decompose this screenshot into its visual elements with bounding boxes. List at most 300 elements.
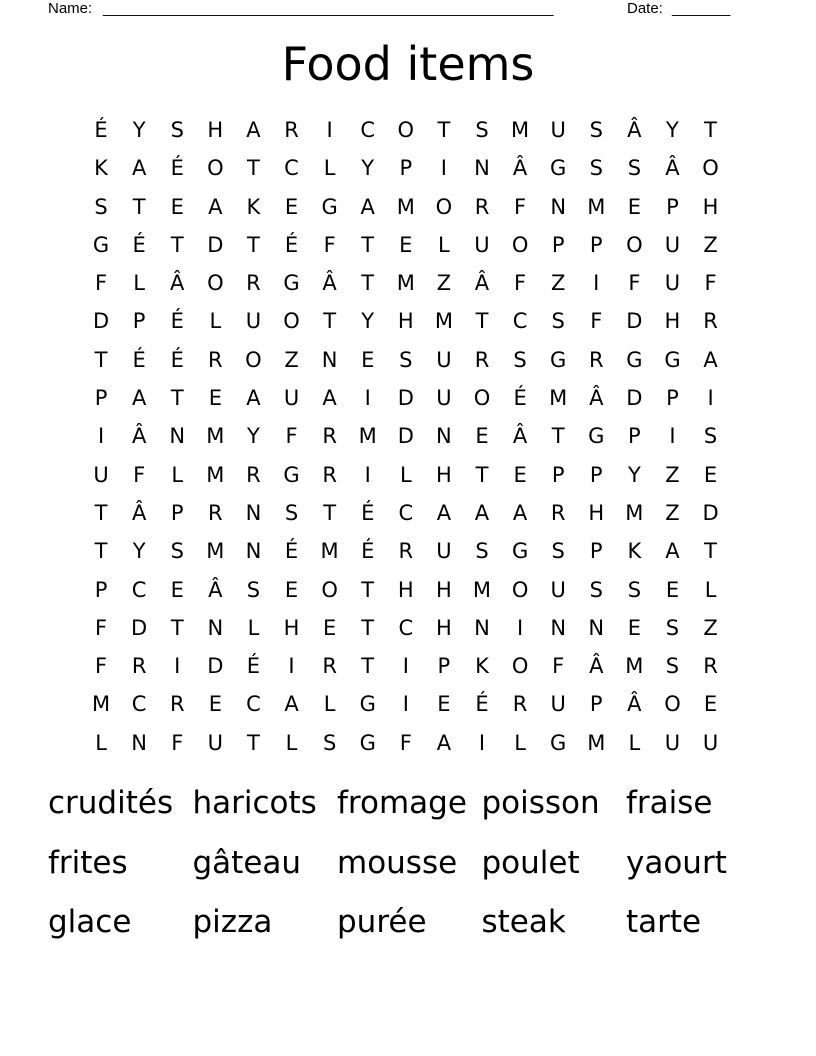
grid-letter: T	[437, 118, 451, 142]
grid-letter: T	[475, 309, 489, 334]
grid-letter: S	[170, 539, 184, 564]
grid-letter: O	[207, 271, 224, 296]
grid-letter: T	[361, 615, 375, 640]
grid-letter: Y	[132, 118, 146, 142]
grid-letter: C	[131, 577, 147, 602]
grid-letter: L	[95, 730, 107, 755]
grid-letter: T	[361, 577, 375, 602]
grid-letter: P	[170, 500, 184, 525]
grid-letter: E	[170, 577, 184, 602]
grid-letter: Â	[208, 577, 223, 602]
grid-letter: F	[552, 654, 565, 679]
grid-letter: T	[170, 386, 184, 411]
grid-letter: S	[246, 577, 261, 602]
grid-letter: Z	[665, 462, 680, 487]
grid-letter: A	[474, 500, 490, 525]
name-label: Name:	[48, 0, 93, 17]
grid-letter: O	[283, 309, 300, 334]
date-label: Date:	[627, 0, 663, 17]
grid-letter: A	[436, 730, 452, 755]
grid-letter: N	[245, 539, 262, 564]
word-list-item: poulet	[481, 844, 580, 881]
grid-letter: É	[170, 156, 184, 181]
grid-letter: G	[283, 462, 300, 487]
grid-letter: Y	[666, 118, 679, 142]
grid-letter: E	[627, 615, 641, 640]
grid-letter: T	[94, 347, 108, 372]
grid-row	[82, 417, 730, 455]
grid-letter: G	[550, 347, 567, 372]
word-list-item: frites	[48, 844, 128, 881]
grid-letter: P	[399, 156, 413, 181]
grid-letter: H	[435, 577, 452, 602]
date-field-line: _______	[672, 0, 731, 17]
grid-letter: U	[664, 232, 681, 257]
grid-letter: É	[132, 347, 146, 372]
grid-row	[82, 149, 730, 187]
grid-letter: T	[247, 156, 260, 181]
grid-letter: N	[474, 615, 490, 640]
grid-letter: Â	[131, 500, 147, 525]
word-list-item: purée	[337, 904, 427, 940]
grid-letter: D	[626, 386, 643, 411]
grid-letter: T	[94, 539, 108, 564]
grid-letter: Â	[131, 424, 147, 449]
grid-letter: F	[514, 271, 527, 296]
word-list-item: pizza	[192, 904, 273, 940]
grid-letter: O	[626, 232, 643, 257]
grid-letter: I	[364, 386, 371, 411]
grid-letter: S	[170, 118, 184, 142]
grid-letter: T	[361, 232, 375, 257]
grid-letter: L	[399, 462, 412, 487]
grid-letter: Â	[322, 271, 337, 296]
grid-letter: I	[97, 424, 105, 449]
grid-letter: S	[399, 347, 413, 372]
grid-letter: N	[550, 615, 567, 640]
grid-letter: R	[703, 654, 718, 679]
grid-letter: M	[511, 118, 530, 142]
grid-letter: D	[397, 424, 414, 449]
word-list-item: steak	[481, 904, 566, 940]
grid-letter: M	[320, 539, 339, 564]
word-list-item: fromage	[337, 785, 467, 821]
grid-letter: E	[208, 692, 222, 717]
grid-letter: U	[550, 692, 566, 717]
grid-letter: U	[93, 462, 109, 487]
word-list-item: glace	[48, 904, 132, 940]
grid-letter: N	[550, 194, 567, 219]
grid-letter: C	[131, 692, 147, 717]
word-list-row	[48, 779, 768, 839]
grid-letter: S	[665, 654, 680, 679]
grid-letter: S	[665, 615, 680, 640]
grid-letter: E	[361, 347, 375, 372]
grid-letter: R	[246, 271, 261, 296]
grid-letter: R	[474, 347, 490, 372]
grid-letter: P	[666, 194, 679, 219]
grid-letter: A	[512, 500, 528, 525]
grid-letter: A	[284, 692, 299, 717]
grid-letter: K	[475, 654, 489, 679]
word-list-row	[48, 839, 768, 899]
grid-letter: L	[323, 692, 336, 717]
grid-letter: U	[245, 309, 262, 334]
grid-letter: L	[438, 232, 450, 257]
grid-letter: I	[288, 654, 295, 679]
grid-letter: I	[364, 462, 371, 487]
grid-letter: O	[664, 692, 681, 717]
grid-row	[82, 685, 730, 723]
grid-letter: L	[247, 615, 260, 640]
grid-letter: T	[170, 615, 184, 640]
grid-letter: É	[170, 347, 184, 372]
grid-letter: H	[207, 118, 224, 142]
grid-letter: Â	[512, 424, 528, 449]
grid-letter: T	[704, 118, 717, 142]
grid-letter: N	[321, 347, 338, 372]
grid-letter: Â	[474, 271, 490, 296]
grid-letter: G	[511, 539, 529, 564]
grid-letter: C	[360, 118, 376, 142]
grid-letter: R	[588, 347, 604, 372]
grid-letter: D	[626, 309, 643, 334]
grid-letter: L	[285, 730, 298, 755]
grid-letter: D	[131, 615, 148, 640]
grid-letter: A	[131, 386, 147, 411]
grid-letter: P	[589, 462, 603, 487]
grid-letter: L	[133, 271, 145, 296]
grid-row	[82, 494, 730, 532]
grid-letter: G	[664, 347, 681, 372]
grid-letter: E	[322, 615, 337, 640]
grid-letter: H	[435, 462, 452, 487]
grid-letter: R	[550, 500, 566, 525]
grid-letter: I	[174, 654, 181, 679]
grid-row	[82, 647, 730, 685]
grid-letter: R	[246, 462, 261, 487]
grid-letter: M	[625, 654, 644, 679]
grid-letter: U	[664, 271, 681, 296]
grid-letter: R	[512, 692, 528, 717]
grid-row	[82, 571, 730, 609]
grid-letter: F	[133, 462, 146, 487]
grid-letter: U	[664, 730, 681, 755]
grid-letter: F	[399, 730, 412, 755]
grid-letter: R	[322, 462, 337, 487]
grid-letter: I	[478, 730, 486, 755]
grid-letter: C	[398, 500, 414, 525]
grid-letter: F	[628, 271, 641, 296]
grid-letter: S	[627, 577, 642, 602]
grid-letter: M	[472, 577, 492, 602]
grid-letter: M	[434, 309, 453, 334]
grid-letter: E	[437, 692, 451, 717]
grid-letter: T	[323, 309, 337, 334]
grid-letter: É	[475, 692, 489, 717]
grid-letter: M	[206, 462, 225, 487]
grid-letter: D	[207, 654, 224, 679]
grid-letter: E	[399, 232, 413, 257]
grid-letter: E	[475, 424, 489, 449]
grid-letter: T	[704, 539, 717, 564]
grid-letter: N	[474, 156, 490, 181]
grid-letter: F	[590, 309, 603, 334]
grid-letter: R	[398, 539, 414, 564]
grid-letter: G	[588, 424, 605, 449]
word-list-item: gâteau	[192, 844, 302, 881]
grid-letter: R	[208, 500, 223, 525]
grid-letter: Y	[627, 462, 641, 487]
grid-letter: F	[285, 424, 298, 449]
grid-letter: M	[206, 539, 225, 564]
grid-letter: T	[247, 730, 260, 755]
grid-letter: O	[702, 156, 719, 181]
word-list-row	[48, 898, 768, 958]
grid-letter: O	[435, 194, 453, 219]
grid-row	[82, 188, 730, 226]
grid-letter: G	[550, 730, 567, 755]
grid-letter: S	[589, 156, 603, 181]
grid-letter: D	[207, 232, 224, 257]
grid-letter: Y	[247, 424, 260, 449]
grid-letter: H	[435, 615, 452, 640]
grid-letter: R	[131, 654, 147, 679]
grid-letter: R	[208, 347, 223, 372]
grid-letter: E	[170, 194, 184, 219]
grid-letter: T	[361, 654, 375, 679]
grid-row	[82, 302, 730, 340]
grid-letter: P	[94, 386, 108, 411]
grid-letter: A	[322, 386, 337, 411]
grid-row	[82, 226, 730, 264]
grid-letter: S	[94, 194, 108, 219]
grid-letter: Â	[589, 654, 604, 679]
grid-letter: E	[513, 462, 527, 487]
grid-letter: Â	[665, 156, 680, 181]
grid-letter: O	[511, 577, 529, 602]
grid-letter: R	[322, 654, 337, 679]
grid-letter: I	[669, 424, 676, 449]
grid-letter: R	[322, 424, 337, 449]
grid-letter: T	[361, 271, 375, 296]
grid-letter: I	[440, 156, 447, 181]
grid-letter: F	[323, 232, 336, 257]
grid-letter: G	[550, 156, 567, 181]
grid-letter: A	[246, 118, 261, 142]
grid-letter: S	[703, 424, 718, 449]
grid-letter: C	[398, 615, 414, 640]
grid-letter: L	[209, 309, 222, 334]
grid-letter: Y	[361, 309, 375, 334]
grid-letter: P	[437, 654, 451, 679]
grid-letter: T	[132, 194, 146, 219]
grid-letter: P	[628, 424, 641, 449]
grid-letter: A	[703, 347, 718, 372]
grid-letter: Z	[550, 271, 566, 296]
grid-letter: S	[627, 156, 642, 181]
grid-letter: H	[588, 500, 605, 525]
grid-letter: G	[359, 730, 376, 755]
grid-letter: T	[247, 232, 260, 257]
grid-letter: P	[589, 232, 603, 257]
grid-letter: H	[664, 309, 681, 334]
grid-letter: É	[94, 118, 108, 142]
grid-letter: É	[513, 386, 527, 411]
grid-letter: L	[628, 730, 641, 755]
grid-letter: I	[326, 118, 333, 142]
grid-letter: E	[627, 194, 641, 219]
grid-row	[82, 724, 730, 762]
grid-letter: S	[589, 118, 603, 142]
grid-letter: U	[550, 118, 566, 142]
grid-letter: F	[95, 654, 108, 679]
grid-letter: É	[361, 500, 375, 525]
grid-letter: I	[402, 692, 409, 717]
word-list-item: mousse	[337, 844, 458, 881]
grid-letter: H	[397, 309, 414, 334]
grid-letter: U	[283, 386, 300, 411]
grid-letter: Â	[589, 386, 604, 411]
grid-letter: T	[94, 500, 108, 525]
grid-letter: Â	[170, 271, 185, 296]
grid-letter: N	[588, 615, 605, 640]
grid-letter: Â	[627, 118, 642, 142]
grid-letter: I	[402, 654, 409, 679]
grid-letter: G	[92, 232, 110, 257]
grid-letter: U	[207, 730, 224, 755]
grid-letter: A	[246, 386, 261, 411]
grid-letter: K	[94, 156, 108, 181]
grid-letter: E	[284, 577, 299, 602]
grid-letter: G	[626, 347, 643, 372]
grid-letter: Z	[284, 347, 299, 372]
grid-letter: U	[474, 232, 490, 257]
word-list-item: crudités	[48, 785, 174, 821]
grid-letter: A	[131, 156, 147, 181]
grid-letter: A	[665, 539, 680, 564]
grid-letter: G	[359, 692, 376, 717]
grid-letter: M	[358, 424, 377, 449]
grid-letter: P	[666, 386, 679, 411]
grid-letter: M	[587, 194, 606, 219]
grid-letter: Â	[627, 692, 642, 717]
grid-letter: P	[589, 692, 603, 717]
grid-row	[82, 341, 730, 379]
grid-letter: K	[246, 194, 261, 219]
word-list-item: haricots	[192, 785, 317, 821]
grid-row	[82, 264, 730, 302]
grid-letter: N	[131, 730, 147, 755]
grid-letter: F	[171, 730, 184, 755]
grid-letter: É	[246, 654, 261, 679]
page-title: Food items	[281, 37, 535, 91]
grid-letter: C	[284, 156, 299, 181]
grid-letter: H	[397, 577, 414, 602]
grid-letter: O	[511, 654, 529, 679]
grid-letter: P	[551, 232, 565, 257]
grid-letter: P	[551, 462, 565, 487]
grid-row	[82, 456, 730, 494]
grid-letter: N	[436, 424, 452, 449]
grid-letter: N	[207, 615, 224, 640]
grid-letter: U	[550, 577, 566, 602]
letter-grid	[82, 111, 730, 762]
grid-letter: Z	[703, 232, 718, 257]
grid-letter: S	[322, 730, 337, 755]
grid-letter: P	[132, 309, 146, 334]
grid-letter: O	[321, 577, 338, 602]
name-field-line: ______________________________________________________	[103, 0, 554, 17]
grid-row	[82, 609, 730, 647]
grid-letter: I	[707, 386, 714, 411]
grid-letter: M	[206, 424, 225, 449]
grid-letter: É	[361, 539, 375, 564]
grid-letter: U	[436, 386, 452, 411]
grid-letter: F	[95, 615, 108, 640]
word-list-item: tarte	[626, 904, 702, 940]
grid-letter: H	[283, 615, 300, 640]
header-line	[48, 0, 748, 18]
grid-letter: M	[625, 500, 644, 525]
grid-letter: C	[512, 309, 528, 334]
grid-letter: N	[169, 424, 186, 449]
grid-letter: O	[473, 386, 491, 411]
grid-letter: U	[436, 347, 452, 372]
grid-letter: I	[516, 615, 524, 640]
grid-letter: D	[702, 500, 719, 525]
grid-letter: N	[245, 500, 262, 525]
grid-letter: S	[475, 118, 489, 142]
grid-letter: S	[551, 539, 565, 564]
grid-letter: S	[513, 347, 527, 372]
grid-letter: T	[551, 424, 565, 449]
grid-letter: Z	[436, 271, 452, 296]
grid-letter: R	[284, 118, 299, 142]
grid-letter: S	[284, 500, 299, 525]
grid-letter: L	[171, 462, 184, 487]
grid-letter: M	[396, 271, 415, 296]
grid-letter: É	[132, 232, 146, 257]
grid-letter: R	[474, 194, 490, 219]
grid-letter: Z	[665, 500, 680, 525]
word-list-item: poisson	[481, 785, 600, 821]
grid-letter: R	[703, 309, 718, 334]
grid-letter: M	[91, 692, 111, 717]
grid-letter: F	[514, 194, 527, 219]
grid-letter: T	[323, 500, 337, 525]
grid-letter: K	[627, 539, 642, 564]
grid-letter: E	[703, 692, 718, 717]
grid-letter: E	[703, 462, 718, 487]
grid-letter: M	[587, 730, 606, 755]
grid-letter: S	[475, 539, 489, 564]
grid-letter: E	[665, 577, 680, 602]
word-list	[48, 779, 768, 958]
grid-letter: D	[92, 309, 110, 334]
grid-letter: C	[246, 692, 261, 717]
grid-letter: G	[283, 271, 300, 296]
grid-letter: O	[511, 232, 529, 257]
grid-letter: G	[321, 194, 338, 219]
grid-letter: Y	[361, 156, 375, 181]
grid-letter: S	[551, 309, 565, 334]
grid-letter: U	[436, 539, 452, 564]
grid-letter: A	[436, 500, 452, 525]
grid-letter: S	[589, 577, 603, 602]
grid-letter: U	[702, 730, 719, 755]
grid-letter: D	[397, 386, 414, 411]
